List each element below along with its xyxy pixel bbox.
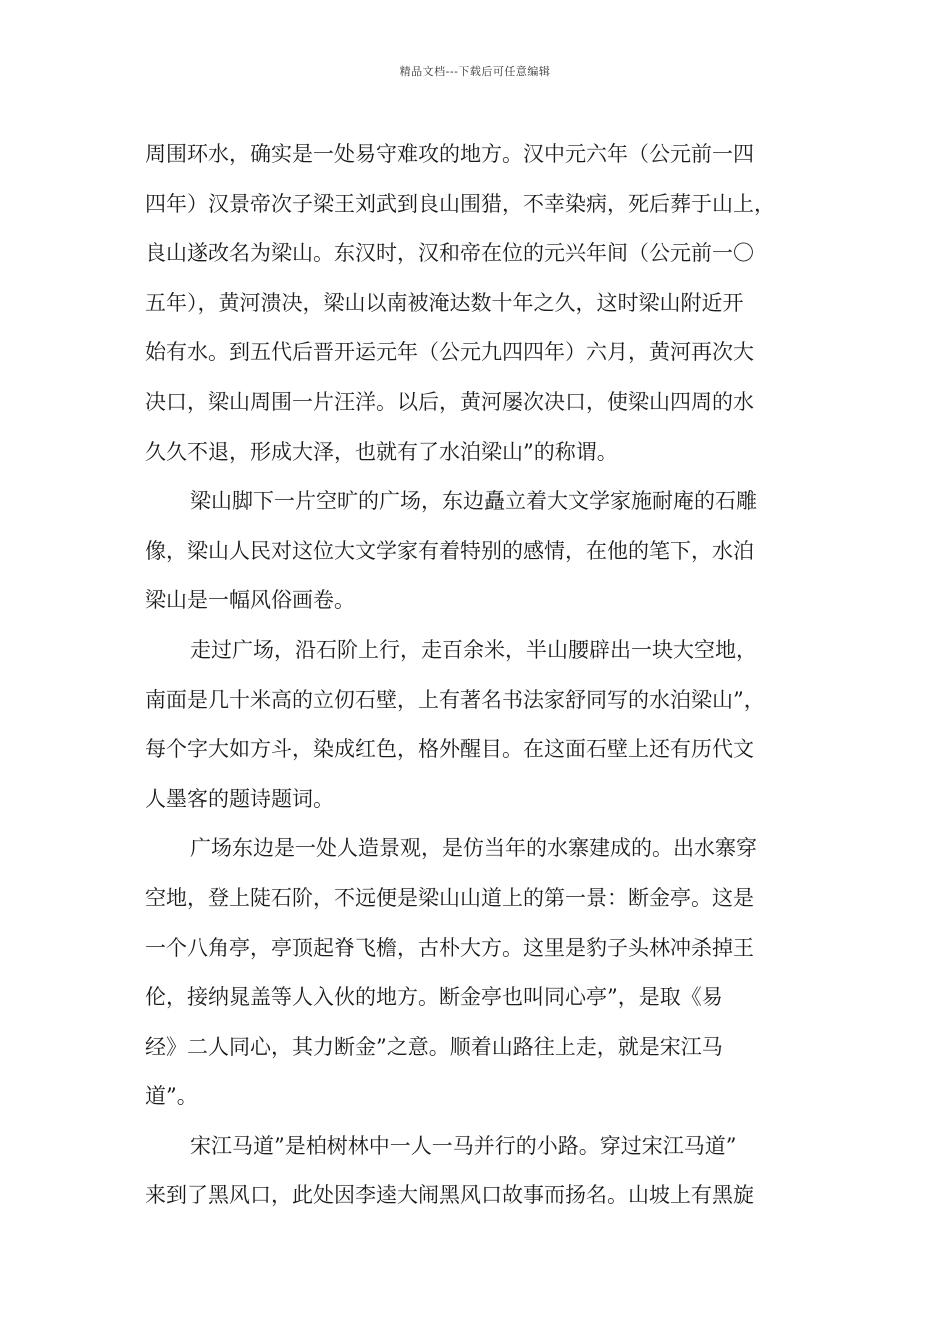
text-line: 五年），黄河溃决，梁山以南被淹达数十年之久，这时梁山附近开 <box>145 290 744 315</box>
paragraph-first-line: 走过广场，沿石阶上行，走百余米，半山腰辟出一块大空地， <box>190 637 757 662</box>
paragraph-first-line: 宋江马道”是柏树林中一人一马并行的小路。穿过宋江马道” <box>190 1133 737 1158</box>
text-line: 梁山是一幅风俗画卷。 <box>145 588 355 613</box>
text-line: 久久不退，形成大泽，也就有了水泊梁山”的称谓。 <box>145 439 618 464</box>
text-line: 像，梁山人民对这位大文学家有着特别的感情，在他的笔下，水泊 <box>145 538 754 563</box>
text-line: 四年）汉景帝次子梁王刘武到良山围猎，不幸染病，死后葬于山上， <box>145 191 775 216</box>
text-line: 道”。 <box>145 1084 198 1109</box>
text-line: 南面是几十米高的立仞石壁，上有著名书法家舒同写的水泊梁山”， <box>145 687 765 712</box>
page-header: 精品文档---下载后可任意编辑 <box>399 65 551 78</box>
text-line: 空地，登上陡石阶，不远便是梁山山道上的第一景：断金亭。这是 <box>145 885 754 910</box>
text-line: 人墨客的题诗题词。 <box>145 786 334 811</box>
text-line: 周围环水，确实是一处易守难攻的地方。汉中元六年（公元前一四 <box>145 142 754 166</box>
paragraph-first-line: 梁山脚下一片空旷的广场，东边矗立着大文学家施耐庵的石雕 <box>190 489 757 514</box>
text-line: 决口，梁山周围一片汪洋。以后，黄河屡次决口，使梁山四周的水 <box>145 389 754 414</box>
document-body <box>145 130 813 1221</box>
text-line: 始有水。到五代后晋开运元年（公元九四四年）六月，黄河再次大 <box>145 340 754 365</box>
text-line: 来到了黑风口，此处因李逵大闹黑风口故事而扬名。山坡上有黑旋 <box>145 1183 754 1208</box>
text-line: 伦，接纳晁盖等人入伙的地方。断金亭也叫同心亭”，是取《易 <box>145 985 723 1010</box>
paragraph-first-line: 广场东边是一处人造景观，是仿当年的水寨建成的。出水寨穿 <box>190 836 757 861</box>
text-line: 一个八角亭，亭顶起脊飞檐，古朴大方。这里是豹子头林冲杀掉王 <box>145 935 754 960</box>
text-line: 每个字大如方斗，染成红色，格外醒目。在这面石壁上还有历代文 <box>145 737 754 762</box>
text-line: 良山遂改名为梁山。东汉时，汉和帝在位的元兴年间（公元前一〇 <box>145 241 754 266</box>
text-line: 经》二人同心，其力断金”之意。顺着山路往上走，就是宋江马 <box>145 1034 723 1059</box>
